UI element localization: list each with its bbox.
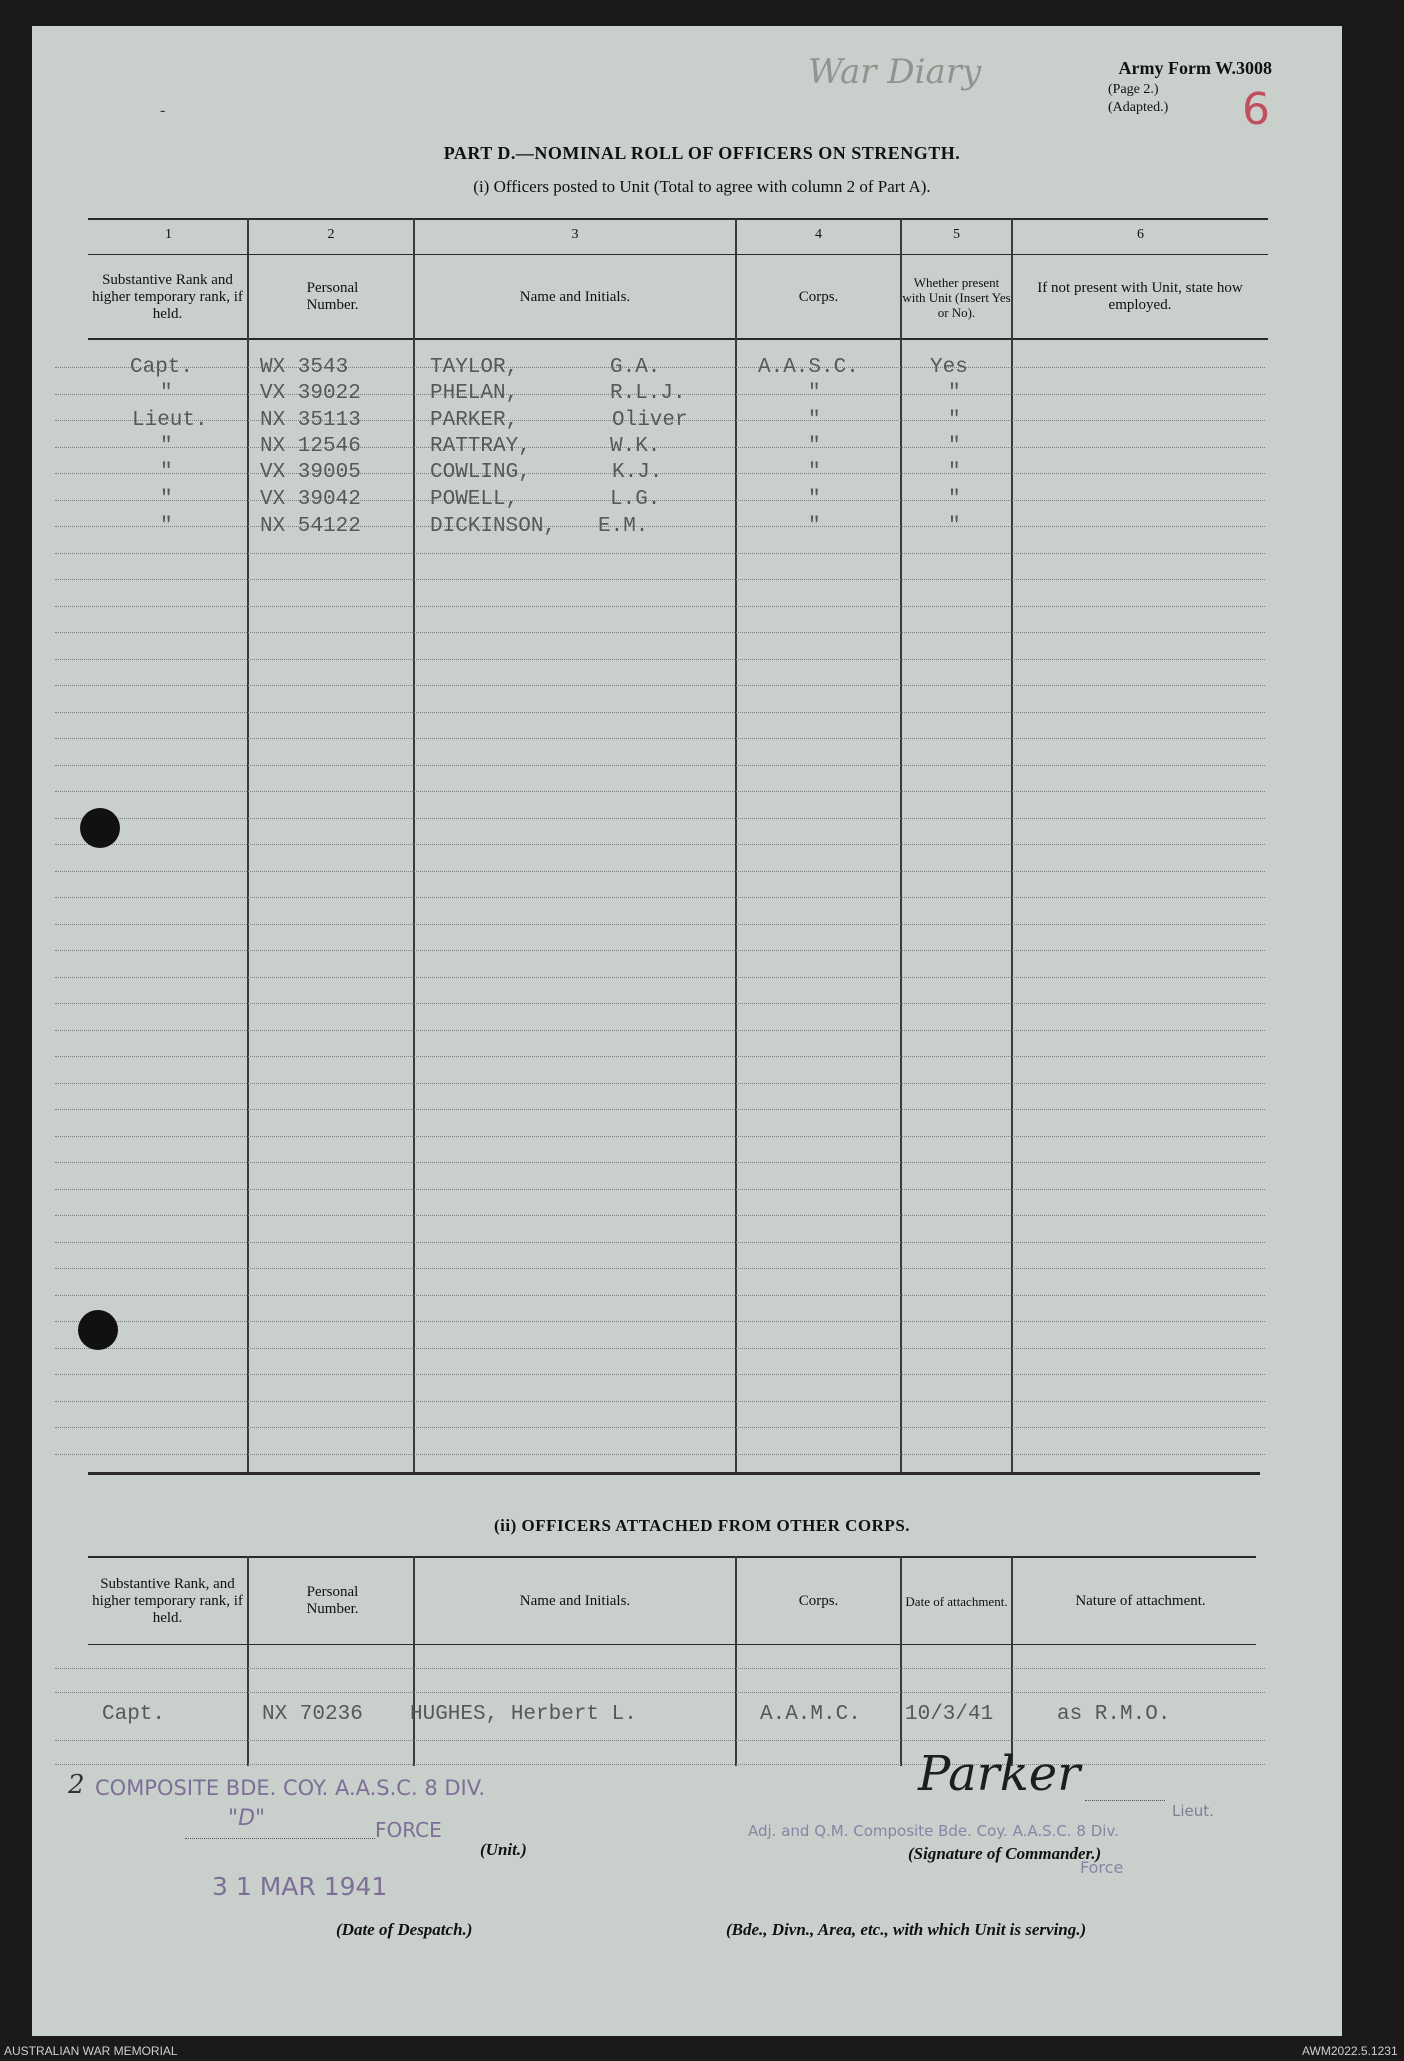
attached-heading: (ii) OFFICERS ATTACHED FROM OTHER CORPS. <box>493 1516 911 1535</box>
col-number-3: 3 <box>571 227 579 242</box>
ruled-line <box>55 1348 1265 1350</box>
ruled-line <box>55 738 1265 740</box>
unit-dotted-line <box>185 1838 375 1839</box>
header-employment: If not present with Unit, state how employed. <box>1037 280 1243 313</box>
col-number-1: 1 <box>165 227 172 242</box>
ruled-line <box>55 1427 1265 1429</box>
att-header-date: Date of attachment. <box>905 1593 1008 1609</box>
ruled-line <box>55 659 1265 661</box>
signature-caption: (Signature of Commander.) <box>908 1844 1102 1863</box>
surname-cell: DICKINSON, <box>430 515 557 538</box>
table-header-rule <box>88 338 1268 340</box>
att-name-cell: HUGHES, Herbert L. <box>410 1703 637 1726</box>
unit-stamp: COMPOSITE BDE. COY. A.A.S.C. 8 DIV. <box>95 1776 486 1800</box>
initials-cell: E.M. <box>598 515 649 538</box>
ruled-line <box>55 1295 1265 1297</box>
present-cell: " <box>948 382 961 405</box>
header-rank: Substantive Rank and higher temporary rank, if held. <box>92 271 243 322</box>
table-number-rule <box>88 254 1268 255</box>
ruled-line <box>55 712 1265 714</box>
att-ruled-line <box>55 1764 1265 1766</box>
commander-stamp: Adj. and Q.M. Composite Bde. Coy. A.A.S.C. 8 Div. <box>748 1822 1119 1840</box>
surname-cell: COWLING, <box>430 461 531 484</box>
table-top-rule <box>88 218 1268 220</box>
ruled-line <box>55 1083 1265 1085</box>
ruled-line <box>55 579 1265 581</box>
despatch-date-stamp: 3 1 MAR 1941 <box>212 1872 388 1901</box>
ruled-line <box>55 1109 1265 1111</box>
punch-hole <box>80 808 120 848</box>
initials-cell: W.K. <box>610 435 661 458</box>
serving-caption: (Bde., Divn., Area, etc., with which Unit is serving.) <box>726 1920 1087 1939</box>
corps-cell: A.A.S.C. <box>758 356 859 379</box>
ruled-line <box>55 897 1265 899</box>
form-adapted: (Adapted.) <box>1108 100 1169 115</box>
commander-force: Force <box>1080 1858 1124 1877</box>
present-cell: " <box>948 515 961 538</box>
ruled-line <box>55 1162 1265 1164</box>
ruled-line <box>55 1056 1265 1058</box>
surname-cell: PHELAN, <box>430 382 519 405</box>
col-number-2: 2 <box>327 227 335 242</box>
corps-cell: " <box>808 461 821 484</box>
present-cell: " <box>948 409 961 432</box>
ruled-line <box>55 553 1265 555</box>
form-page: (Page 2.) <box>1108 82 1159 97</box>
att-rank-cell: Capt. <box>102 1703 166 1726</box>
punch-hole <box>78 1310 118 1350</box>
ruled-line <box>55 1374 1265 1376</box>
header-present: Whether present with Unit (Insert Yes or No). <box>902 274 1011 320</box>
initials-cell: G.A. <box>610 356 661 379</box>
ruled-line <box>55 844 1265 846</box>
ruled-line <box>55 1003 1265 1005</box>
ruled-line <box>55 1215 1265 1217</box>
ruled-line <box>55 606 1265 608</box>
ruled-line <box>55 685 1265 687</box>
ruled-line <box>55 1268 1265 1270</box>
despatch-caption: (Date of Despatch.) <box>336 1920 473 1939</box>
part-d-heading: PART D.—NOMINAL ROLL OF OFFICERS ON STRENGTH. <box>443 143 961 163</box>
att-ruled-line <box>55 1740 1265 1742</box>
part-d-subheading: (i) Officers posted to Unit (Total to agree with column 2 of Part A). <box>473 177 931 196</box>
att-header-personal-number: Personal Number. <box>306 1584 359 1617</box>
force-letter: "D" <box>228 1806 266 1831</box>
initials-cell: R.L.J. <box>610 382 686 405</box>
att-header-name: Name and Initials. <box>519 1592 631 1609</box>
ruled-line <box>55 765 1265 767</box>
ruled-line <box>55 818 1265 820</box>
present-cell: Yes <box>930 356 968 379</box>
col-number-4: 4 <box>815 227 822 242</box>
number-cell: VX 39042 <box>260 488 361 511</box>
attached-header-rule <box>88 1644 1256 1645</box>
ruled-line <box>55 632 1265 634</box>
ruled-line <box>55 950 1265 952</box>
ruled-line <box>55 1401 1265 1403</box>
number-cell: VX 39005 <box>260 461 361 484</box>
ruled-line <box>55 977 1265 979</box>
corps-cell: " <box>808 382 821 405</box>
att-number-cell: NX 70236 <box>262 1703 363 1726</box>
rank-cell: " <box>160 461 173 484</box>
ruled-line <box>55 1454 1265 1456</box>
initials-cell: L.G. <box>610 488 661 511</box>
surname-cell: PARKER, <box>430 409 519 432</box>
ruled-line <box>55 1242 1265 1244</box>
present-cell: " <box>948 488 961 511</box>
col-number-5: 5 <box>953 227 960 242</box>
ruled-line <box>55 1189 1265 1191</box>
corps-cell: " <box>808 488 821 511</box>
commander-signature: Parker <box>918 1746 1081 1802</box>
present-cell: " <box>948 435 961 458</box>
rank-cell: " <box>160 515 173 538</box>
ruled-line <box>55 871 1265 873</box>
number-cell: WX 3543 <box>260 356 349 379</box>
att-corps-cell: A.A.M.C. <box>760 1703 861 1726</box>
archive-institution: AUSTRALIAN WAR MEMORIAL <box>4 2044 178 2058</box>
att-nature-cell: as R.M.O. <box>1057 1703 1171 1726</box>
att-header-nature: Nature of attachment. <box>1075 1592 1206 1609</box>
ruled-line <box>55 1321 1265 1323</box>
att-col-divider-1 <box>247 1556 249 1766</box>
signature-rank: Lieut. <box>1172 1802 1214 1820</box>
att-header-corps: Corps. <box>798 1592 839 1609</box>
signature-dotted-line <box>1085 1800 1165 1801</box>
corps-cell: " <box>808 515 821 538</box>
number-cell: NX 12546 <box>260 435 361 458</box>
corps-cell: " <box>808 409 821 432</box>
ruled-line <box>55 1030 1265 1032</box>
ruled-line <box>55 1136 1265 1138</box>
force-word: FORCE <box>375 1818 442 1842</box>
rank-cell: " <box>160 435 173 458</box>
unit-number: 2 <box>68 1770 85 1800</box>
number-cell: NX 35113 <box>260 409 361 432</box>
surname-cell: POWELL, <box>430 488 519 511</box>
number-cell: VX 39022 <box>260 382 361 405</box>
col-number-6: 6 <box>1137 227 1144 242</box>
att-ruled-line <box>55 1692 1265 1694</box>
unit-caption: (Unit.) <box>480 1840 527 1859</box>
rank-cell: " <box>160 382 173 405</box>
att-date-cell: 10/3/41 <box>905 1703 994 1726</box>
surname-cell: TAYLOR, <box>430 356 519 379</box>
initials-cell: Oliver <box>612 409 688 432</box>
handwritten-note: War Diary <box>808 52 982 92</box>
ruled-line <box>55 526 1265 528</box>
initials-cell: K.J. <box>612 461 663 484</box>
header-personal-number: Personal Number. <box>306 280 359 313</box>
ruled-line <box>55 924 1265 926</box>
table-bottom-rule <box>88 1472 1260 1475</box>
rank-cell: Capt. <box>130 356 194 379</box>
header-name: Name and Initials. <box>519 288 631 305</box>
corps-cell: " <box>808 435 821 458</box>
ink-mark: - <box>160 102 166 119</box>
archive-reference: AWM2022.5.1231 <box>1302 2044 1398 2058</box>
number-cell: NX 54122 <box>260 515 361 538</box>
ruled-line <box>55 791 1265 793</box>
rank-cell: Lieut. <box>132 409 208 432</box>
present-cell: " <box>948 461 961 484</box>
rank-cell: " <box>160 488 173 511</box>
att-header-rank: Substantive Rank, and higher temporary rank, if held. <box>92 1575 243 1626</box>
att-ruled-line <box>55 1668 1265 1670</box>
header-corps: Corps. <box>798 288 839 305</box>
page-mark: 6 <box>1242 84 1270 135</box>
surname-cell: RATTRAY, <box>430 435 531 458</box>
form-number: Army Form W.3008 <box>1118 58 1272 78</box>
